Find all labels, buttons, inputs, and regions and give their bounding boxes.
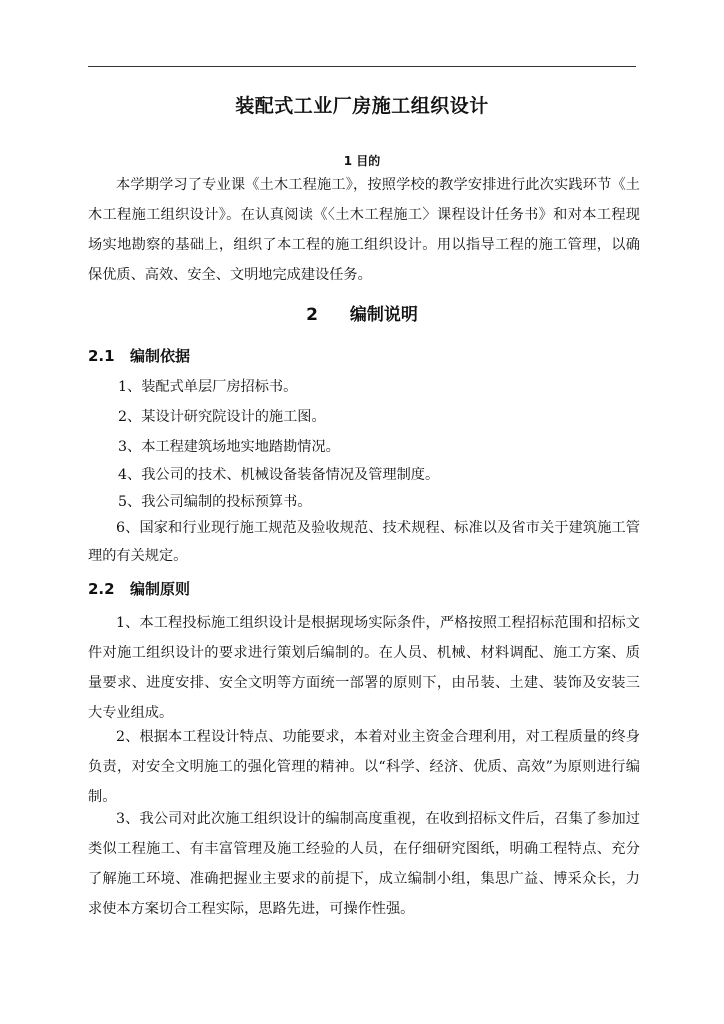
section-2-number: 2 <box>306 305 318 325</box>
subsection-2-1-title: 编制依据 <box>130 347 191 365</box>
section-2-title: 编制说明 <box>349 305 418 325</box>
basis-item-4: 4、我公司的技术、机械设备装备情况及管理制度。 <box>118 467 440 483</box>
section-1-heading: 1 目的 <box>343 154 381 168</box>
subsection-2-1-heading <box>88 345 636 366</box>
basis-item-6: 6、国家和行业现行施工规范及验收规范、技术规程、标准以及省市关于建筑施工管理的有关规定。 <box>88 520 640 564</box>
principle-paragraph-3: 3、我公司对此次施工组织设计的编制高度重视，在收到招标文件后，召集了参加过类似工程施工、有丰富管理及施工经验的人员，在仔细研究图纸，明确工程特点、充分了解施工环境、准确把握业主要求的前提下，成立编制小组，集思广益、博采众长，力求使本方案切合工程实际，思路先进，可操作性强。 <box>88 811 640 917</box>
basis-item-2: 2、某设计研究院设计的施工图。 <box>118 409 326 425</box>
basis-item-5: 5、我公司编制的投标预算书。 <box>118 494 312 510</box>
basis-item-3: 3、本工程建筑场地实地踏勘情况。 <box>118 439 340 455</box>
subsection-2-2-heading <box>88 578 636 599</box>
header-rule <box>88 66 636 67</box>
subsection-2-1-number: 2.1 <box>88 347 115 365</box>
subsection-2-2-number: 2.2 <box>88 580 115 598</box>
principle-paragraph-2: 2、根据本工程设计特点、功能要求，本着对业主资金合理利用，对工程质量的终身负责，对安全文明施工的强化管理的精神。以“科学、经济、优质、高效”为原则进行编制。 <box>88 729 640 805</box>
document-title: 装配式工业厂房施工组织设计 <box>235 95 489 117</box>
principle-paragraph-1: 1、本工程投标施工组织设计是根据现场实际条件，严格按照工程招标范围和招标文件对施工组织设计的要求进行策划后编制的。在人员、机械、材料调配、施工方案、质量要求、进度安排、安全文明等方面统一部署的原则下，由吊装、土建、装饰及安装三大专业组成。 <box>88 615 640 721</box>
section-2-heading <box>88 300 636 325</box>
basis-item-1: 1、装配式单层厂房招标书。 <box>118 379 298 395</box>
section-1-paragraph: 本学期学习了专业课《土木工程施工》，按照学校的教学安排进行此次实践环节《土木工程施工组织设计》。在认真阅读《〈土木工程施工〉课程设计任务书》和对本工程现场实地勘察的基础上，组织了本工程的施工组织设计。用以指导工程的施工管理，以确保优质、高效、安全、文明地完成建设任务。 <box>88 177 640 283</box>
subsection-2-2-title: 编制原则 <box>130 580 191 598</box>
